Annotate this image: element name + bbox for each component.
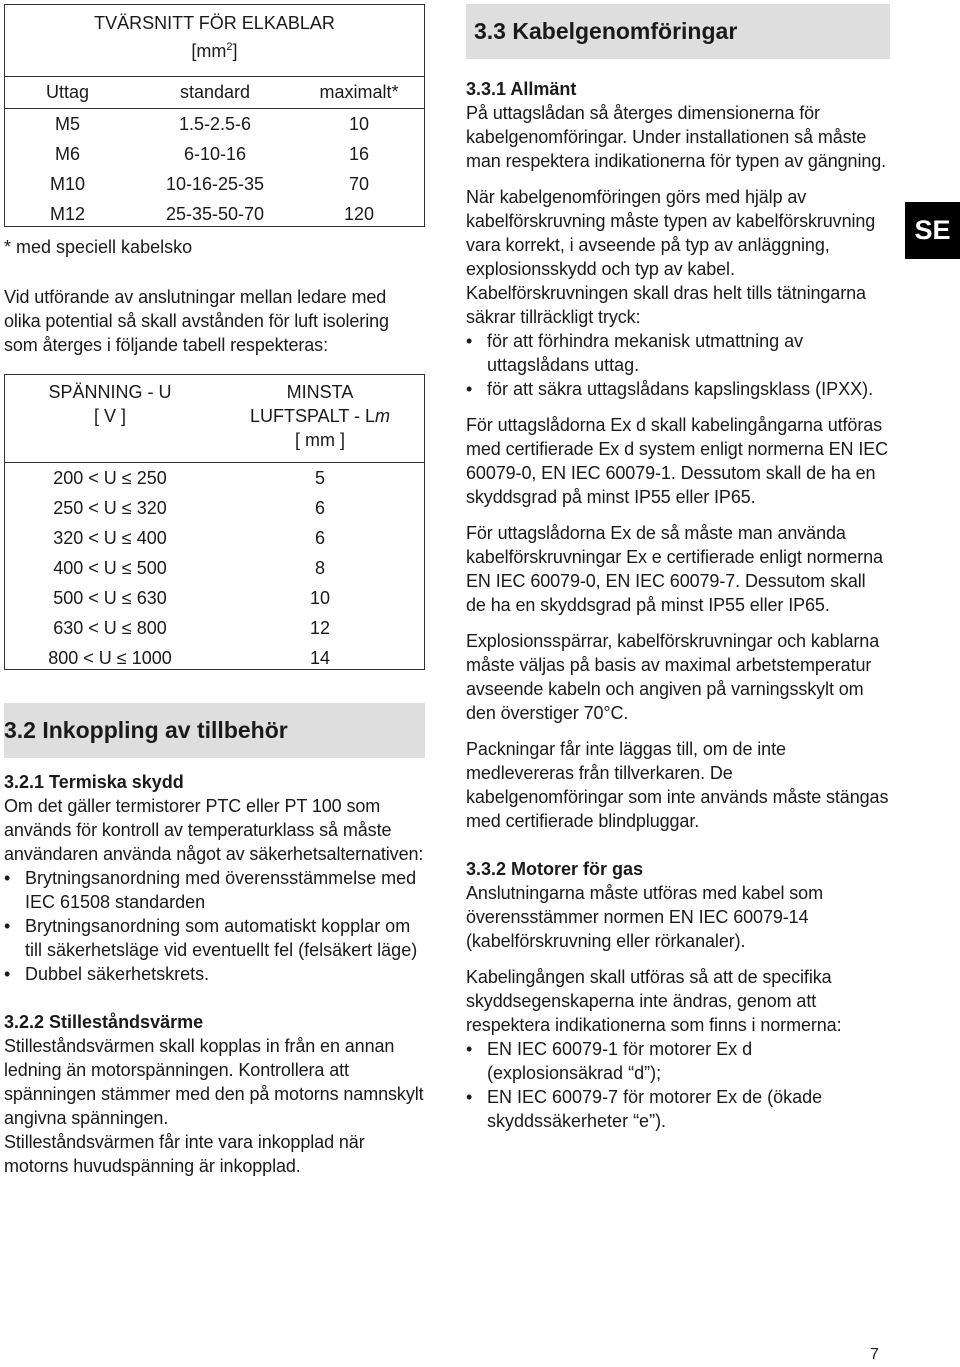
list-item: • Brytningsanordning med överensstämmelse med IEC 61508 standarden xyxy=(4,866,425,914)
paragraph: För uttagslådorna Ex d skall kabelingångarna utföras med certifierade Ex d system enligt normerna EN IEC 60079-0, EN IEC 60079-1. Dessutom skall de ha en skyddsgrad på minst IP55 eller IP65. xyxy=(466,415,889,507)
paragraph: När kabelgenomföringen görs med hjälp av kabelförskruvning måste typen av kabelförskruvning vara korrekt, i avseende på typ av anläggning, explosionsskydd och typ av kabel. Kabelförskruvningen skall dras helt tills tätningarna säkrar tillräckligt tryck: xyxy=(466,187,876,327)
subheading-3-3-2: 3.3.2 Motorer för gas xyxy=(466,859,644,879)
list-item: • för att förhindra mekanisk utmattning av uttagslådans uttag. xyxy=(466,329,890,377)
table-row: M10 10-16-25-35 70 xyxy=(49,174,370,194)
paragraph: Packningar får inte läggas till, om de inte medlevereras från tillverkaren. De kabelgenomföringar som inte används måste stängas med certifierade blindpluggar. xyxy=(466,739,889,831)
cable-table-title: TVÄRSNITT FÖR ELKABLAR $[mm^2]$ xyxy=(94,13,335,61)
left-column xyxy=(4,4,425,1178)
right-column xyxy=(466,4,890,1133)
page-number: 7 xyxy=(870,1346,879,1363)
table-row: 630 < U ≤ 800 12 xyxy=(53,618,331,638)
table-row: 800 < U ≤ 1000 14 xyxy=(48,648,331,668)
bullet-list xyxy=(466,1037,890,1133)
cable-table-footnote: * med speciell kabelsko xyxy=(4,237,193,257)
cable-cross-section-table xyxy=(4,4,425,227)
paragraph: Stilleståndsvärmen skall kopplas in från en annan ledning än motorspänningen. Kontrollera att spänningen stämmer med den på motorns namnskylt angivna spänningen. xyxy=(4,1036,424,1128)
table-row: 320 < U ≤ 400 6 xyxy=(53,528,325,548)
paragraph: Explosionsspärrar, kabelförskruvningar och kablarna måste väljas på basis av maximal arbetstemperatur avseende kabeln och angiven på varningsskylt om den överstiger 70°C. xyxy=(466,631,880,723)
col-header-maximalt: maximalt* xyxy=(319,82,399,102)
section-heading-3-2: 3.2 Inkoppling av tillbehör xyxy=(4,703,425,758)
language-tab: SE xyxy=(905,202,960,259)
air-gap-intro-text: Vid utförande av anslutningar mellan ledare med olika potential så skall avstånden för luft isolering som återges i följande tabell respekteras: xyxy=(4,287,389,355)
paragraph: Om det gäller termistorer PTC eller PT 100 som används för kontroll av temperaturklass så måste användaren använda något av säkerhetsalternativen: xyxy=(4,796,424,864)
paragraph: Kabelingången skall utföras så att de specifika skyddsegenskaperna inte ändras, genom att respektera indikationerna som finns i normerna: xyxy=(466,967,842,1035)
air-gap-column-header: MINSTA LUFTSPALT - Lm [ mm ] xyxy=(249,382,391,450)
section-heading-3-3: 3.3 Kabelgenomföringar xyxy=(466,4,890,59)
subheading-3-2-1: 3.2.1 Termiska skydd xyxy=(4,772,184,792)
paragraph: På uttagslådan så återges dimensionerna för kabelgenomföringar. Under installationen så måste man respektera indikationerna för typen av gängning. xyxy=(466,103,887,171)
voltage-column-header: SPÄNNING - U [ V ] xyxy=(48,382,172,426)
table-row: M12 25-35-50-70 120 xyxy=(49,204,375,224)
list-item: • för att säkra uttagslådans kapslingsklass (IPXX). xyxy=(466,377,890,401)
table-row: 250 < U ≤ 320 6 xyxy=(53,498,325,518)
col-header-uttag: Uttag xyxy=(45,82,90,102)
list-item: • EN IEC 60079-1 för motorer Ex d (explosionsäkrad “d”); xyxy=(466,1037,890,1085)
table-row: 200 < U ≤ 250 5 xyxy=(53,468,325,488)
table-row: 400 < U ≤ 500 8 xyxy=(53,558,325,578)
air-gap-table-body xyxy=(5,463,424,673)
list-item: • Brytningsanordning som automatiskt kopplar om till säkerhetsläge vid eventuellt fel (felsäkert läge) xyxy=(4,914,425,962)
paragraph: Anslutningarna måste utföras med kabel som överensstämmer normen EN IEC 60079-14 (kabelförskruvning eller rörkanaler). xyxy=(466,883,823,951)
air-gap-table xyxy=(4,374,425,670)
paragraph: Stilleståndsvärmen får inte vara inkopplad när motorns huvudspänning är inkopplad. xyxy=(4,1132,365,1176)
list-item: • Dubbel säkerhetskrets. xyxy=(4,962,425,986)
cable-table-body xyxy=(5,109,424,229)
bullet-list xyxy=(466,329,890,401)
paragraph: För uttagslådorna Ex de så måste man använda kabelförskruvningar Ex e certifierade enligt normerna EN IEC 60079-0, EN IEC 60079-7. Dessutom skall de ha en skyddsgrad på minst IP55 eller IP65. xyxy=(466,523,883,615)
bullet-list xyxy=(4,866,425,986)
subheading-3-3-1: 3.3.1 Allmänt xyxy=(466,79,577,99)
cable-table-header-row xyxy=(5,76,424,109)
table-row: M6 6-10-16 16 xyxy=(54,144,370,164)
table-row: M5 1.5-2.5-6 10 xyxy=(54,114,370,134)
table-row: 500 < U ≤ 630 10 xyxy=(53,588,331,608)
list-item: • EN IEC 60079-7 för motorer Ex de (ökade skyddssäkerheter “e”). xyxy=(466,1085,890,1133)
subheading-3-2-2: 3.2.2 Stilleståndsvärme xyxy=(4,1012,204,1032)
col-header-standard: standard xyxy=(179,82,251,102)
